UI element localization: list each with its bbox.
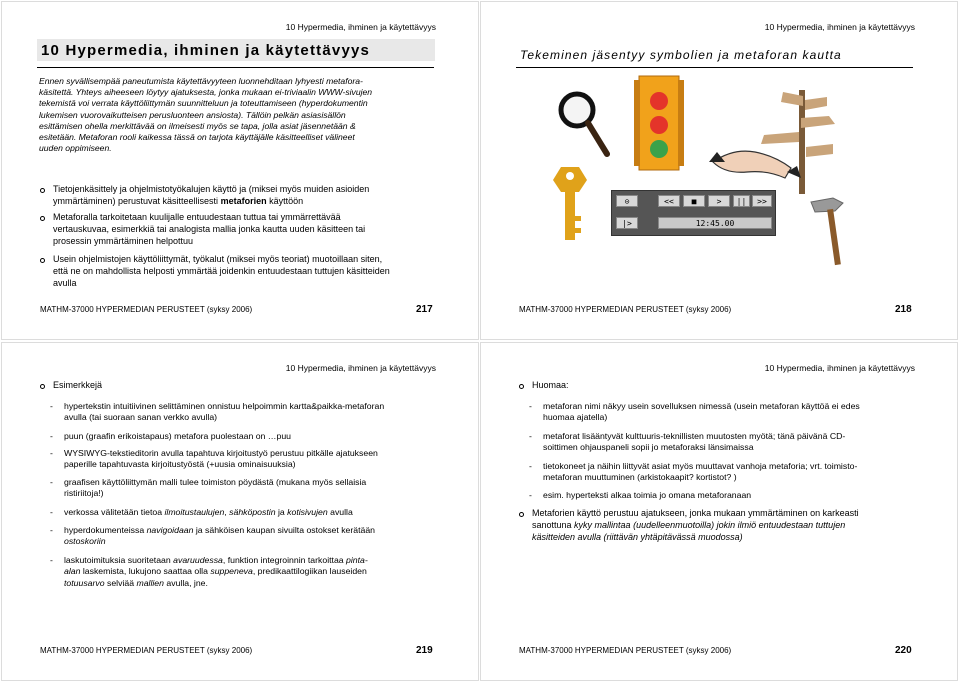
page-number: 217: [416, 304, 433, 315]
bullet-icon: [40, 258, 45, 263]
slide-footer: MATHM-37000 HYPERMEDIAN PERUSTEET (syksy 2006): [40, 305, 253, 314]
bullet-item: Usein ohjelmistojen käyttöliittymät, työkalut (miksei myös teoriat) muotoillaan siten, että ne on mahdollista helposti ymmärtää joidenkin entuudestaan tuttujen käsitteiden avulla: [39, 254, 459, 289]
intro-paragraph: Ennen syvällisempää paneutumista käytettävyyteen luonnehditaan lyhyesti metafora- käsitettä. Yhteys aiheeseen löytyy ajatuksesta, jonka mukaan ei-triviaalin WWW-sivujen tekemistä voi verrata käyttöliittymän suunnitteluun ja toteuttamiseen (hyperdokumentin lukemisen vuorovaikutteisen perusluonteen ansiosta). Tällöin pelkän asiasisällön esittämisen ohella merkittävää on ilmeisesti myös se tapa, jolla asiat jäsennetään & esitetään. Metaforan rooli kaikessa tässä on tarjota käyttäjälle käsitteelliset välineet uuden oppimiseen.: [39, 76, 373, 154]
list-item: - WYSIWYG-tekstieditorin avulla tapahtuva kirjoitustyö perustuu pitkälle ajatukseen paperille tapahtuvasta kirjoitustyöstä (+uusia ominaisuuksia): [50, 448, 378, 470]
slide-217: [1, 1, 479, 340]
traffic-light-icon: [634, 76, 684, 170]
target-button[interactable]: ⊙: [616, 195, 638, 207]
slide-footer: MATHM-37000 HYPERMEDIAN PERUSTEET (syksy 2006): [519, 305, 732, 314]
slide-header: 10 Hypermedia, ihminen ja käytettävyys: [285, 363, 436, 373]
slide-220: [480, 342, 958, 681]
list-item: - hyperdokumenteissa navigoidaan ja sähköisen kaupan sivuilta ostokset kerätään ostoskoriin: [50, 525, 376, 547]
media-control-panel: [611, 190, 776, 236]
signpost-icon: [761, 90, 835, 194]
list-item: - esim. hyperteksti alkaa toimia jo omana metaforanaan: [529, 490, 752, 500]
bullet-item: Tietojenkäsittely ja ohjelmistotyökalujen käyttö ja (miksei myös muiden asioiden ymmärtäminen) perustuvat käsitteellisesti metaforien käyttöön: [39, 184, 459, 208]
bullet-item: Metaforalla tarkoitetaan kuulijalle entuudestaan tuttua tai ymmärrettävää vertauskuvaa, esimerkkiä tai analogista mallia jonka kautta uuden käsitteen tai prosessin ymmärtäminen helpottuu: [39, 212, 459, 247]
bullet-icon: [40, 188, 45, 193]
slide-header: 10 Hypermedia, ihminen ja käytettävyys: [764, 22, 915, 32]
slide-footer: MATHM-37000 HYPERMEDIAN PERUSTEET (syksy 2006): [519, 646, 732, 655]
list-item: - verkossa välitetään tietoa ilmoitustaulujen, sähköpostin ja kotisivujen avulla: [50, 507, 353, 517]
metaphor-illustrations: [481, 2, 958, 340]
slide-218: [480, 1, 958, 340]
list-item: - tietokoneet ja näihin liittyvät asiat myös muuttavat vanhoja metaforia; vrt. toimisto- metaforan muuttuminen (arkistokaapit? kortistot? ): [529, 461, 858, 483]
page-number: 219: [416, 645, 433, 656]
list-item: - metaforat lisääntyvät kulttuuris-teknillisten muutosten myötä; tänä päivänä CD- soittimen ohjauspaneli sopii jo metaforaksi länsimaissa: [529, 431, 846, 453]
slide-footer: MATHM-37000 HYPERMEDIAN PERUSTEET (syksy 2006): [40, 646, 253, 655]
list-item: - graafisen käyttöliittymän malli tulee toimiston pöydästä (mukana myös sellaisia ristiriitoja!): [50, 477, 367, 499]
list-item: - metaforan nimi näkyy usein sovelluksen nimessä (usein metaforan käyttöä ei edes huomaa ajatella): [529, 401, 860, 423]
hammer-icon: [811, 198, 843, 265]
bullet-icon: [40, 216, 45, 221]
title-rule: [37, 67, 434, 68]
key-icon: [553, 167, 587, 240]
play-toggle-button[interactable]: |>: [616, 217, 638, 229]
bullet-icon: [519, 512, 524, 517]
bullet-item: Metaforien käyttö perustuu ajatukseen, jonka mukaan ymmärtäminen on karkeasti sanottuna kyky mallintaa (uudelleenmuotoilla) jokin ilmiö entuudestaan tuttujen käsitteiden avulla (riittävän yhtäpitävässä muodossa): [518, 508, 938, 543]
list-item: - laskutoimituksia suoritetaan avaruudessa, funktion integroinnin tarkoittaa pinta- alan laskemista, lukujono saattaa olla suppeneva, predikaattilogiikan lauseiden totuusarvo selviää mallien avulla, jne.: [50, 555, 368, 588]
section-heading: Esimerkkejä: [39, 380, 339, 392]
page-number: 220: [895, 645, 912, 656]
bullet-icon: [40, 384, 45, 389]
magnifying-glass-icon: [561, 94, 607, 154]
handshake-icon: [709, 151, 801, 178]
fast-forward-button[interactable]: >>: [752, 195, 772, 207]
rewind-button[interactable]: <<: [658, 195, 680, 207]
page-number: 218: [895, 304, 912, 315]
play-button[interactable]: >: [708, 195, 730, 207]
section-heading: Huomaa:: [518, 380, 818, 392]
slide-header: 10 Hypermedia, ihminen ja käytettävyys: [764, 363, 915, 373]
slide-title: Tekeminen jäsentyy symbolien ja metaforan kautta: [520, 48, 842, 62]
slide-219: [1, 342, 479, 681]
list-item: - puun (graafin erikoistapaus) metafora puolestaan on …puu: [50, 431, 291, 441]
pause-button[interactable]: ||: [733, 195, 750, 207]
slide-title: 10 Hypermedia, ihminen ja käytettävyys: [41, 42, 371, 59]
stop-button[interactable]: ■: [683, 195, 705, 207]
list-item: - hypertekstin intuitiivinen selittäminen onnistuu helpoimmin kartta&paikka-metaforan avulla (tai suoraan sanan verkko avulla): [50, 401, 385, 423]
slide-header: 10 Hypermedia, ihminen ja käytettävyys: [285, 22, 436, 32]
bullet-icon: [519, 384, 524, 389]
time-display: 12:45.00: [658, 217, 772, 229]
